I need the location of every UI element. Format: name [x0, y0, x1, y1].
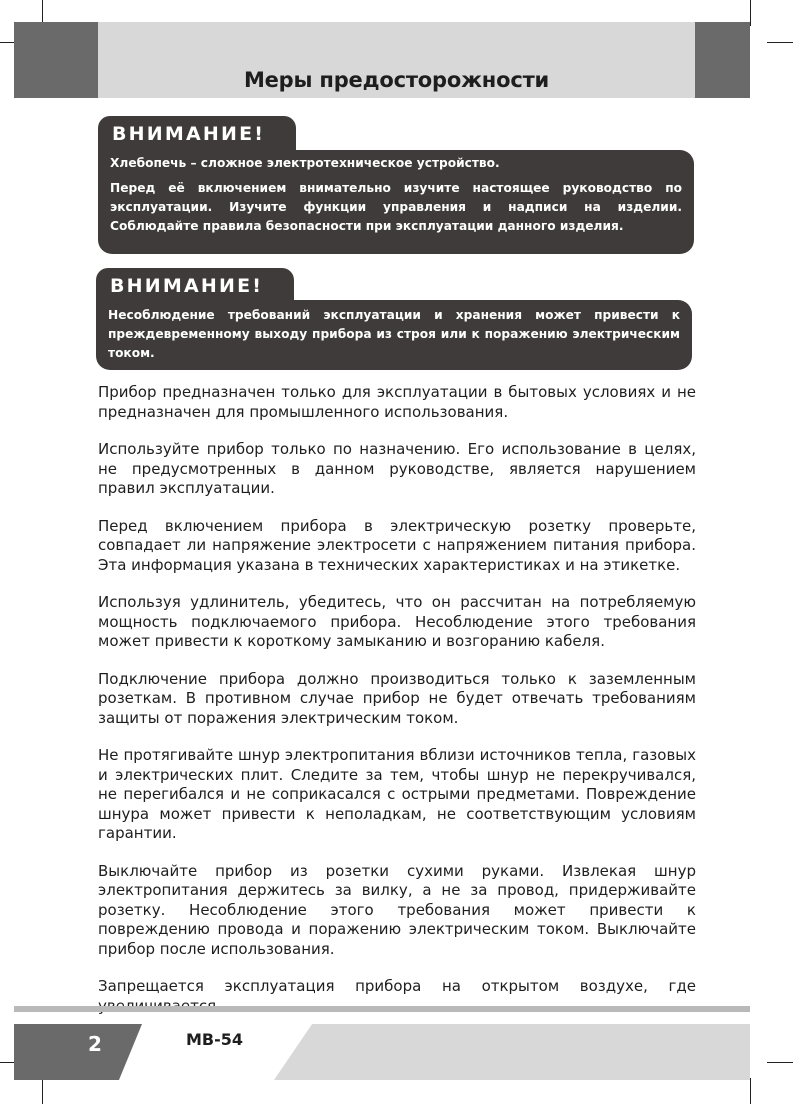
paragraph: Перед включением прибора в электрическую розетку проверьте, совпадает ли напряжение электросети с напряжением питания прибора. Эта информация указана в технических характеристиках и на этикетке.	[98, 516, 696, 574]
main-text	[98, 383, 696, 1034]
footer-divider	[14, 1006, 750, 1012]
warning-title: ВНИМАНИЕ!	[96, 268, 294, 304]
page-number-block	[14, 1024, 142, 1080]
warning-text: Перед её включением внимательно изучите настоящее руководство по эксплуатации. Изучите функции управления и надписи на изделии. Соблюдайте правила безопасности при эксплуатации данного изделия.	[110, 181, 682, 233]
warning-box	[98, 116, 694, 254]
page-number: 2	[88, 1032, 102, 1056]
warning-title: ВНИМАНИЕ!	[98, 116, 296, 152]
warning-text: Несоблюдение требований эксплуатации и хранения может привести к преждевременному выходу прибора из строя или к поражению электрическим током.	[108, 308, 680, 360]
paragraph: Запрещается эксплуатация прибора на открытом воздухе, где	[98, 977, 696, 995]
crop-mark	[750, 1078, 751, 1104]
page-title: Меры предосторожности	[243, 68, 550, 92]
warning-body	[96, 300, 692, 370]
warning-box	[96, 268, 692, 370]
crop-mark	[750, 0, 751, 26]
header-right-block	[695, 22, 750, 98]
crop-mark	[767, 42, 793, 43]
header-left-block	[14, 22, 98, 98]
paragraph: Подключение прибора должно производиться только к заземленным розеткам. В противном случае прибор не будет отвечать требованиям защиты от поражения электрическим током.	[98, 669, 696, 727]
crop-mark	[42, 1078, 43, 1104]
paragraph: Используя удлинитель, убедитесь, что он рассчитан на потребляемую мощность подключаемого прибора. Несоблюдение этого требования может привести к короткому замыканию и возгоранию кабеля.	[98, 593, 696, 650]
paragraph: Не протягивайте шнур электропитания вблизи источников тепла, газовых и электрических плит. Следите за тем, чтобы шнур не перекручивался, не перегибался и не соприкасался с острыми предметами. Повреждение шнура может привести к неполадкам, не соответствующим условиям гарантии.	[98, 746, 696, 842]
warning-body	[98, 150, 694, 254]
crop-mark	[767, 1062, 793, 1063]
paragraph: Прибор предназначен только для эксплуатации в бытовых условиях и не предназначен для промышленного использования.	[98, 383, 696, 421]
paragraph: Используйте прибор только по назначению. Его использование в целях, не предусмотренных в данном руководстве, является нарушением правил эксплуатации.	[98, 440, 696, 497]
warning-text: Хлебопечь – сложное электротехническое устройство.	[110, 156, 500, 170]
model-label: MB-54	[186, 1030, 244, 1049]
footer-band	[274, 1024, 750, 1080]
paragraph: Выключайте прибор из розетки сухими руками. Извлекая шнур электропитания держитесь за вилку, а не за провод, придерживайте розетку. Несоблюдение этого требования может привести к повреждению провода и поражению электрическим током. Выключайте прибор после использования.	[98, 861, 696, 958]
